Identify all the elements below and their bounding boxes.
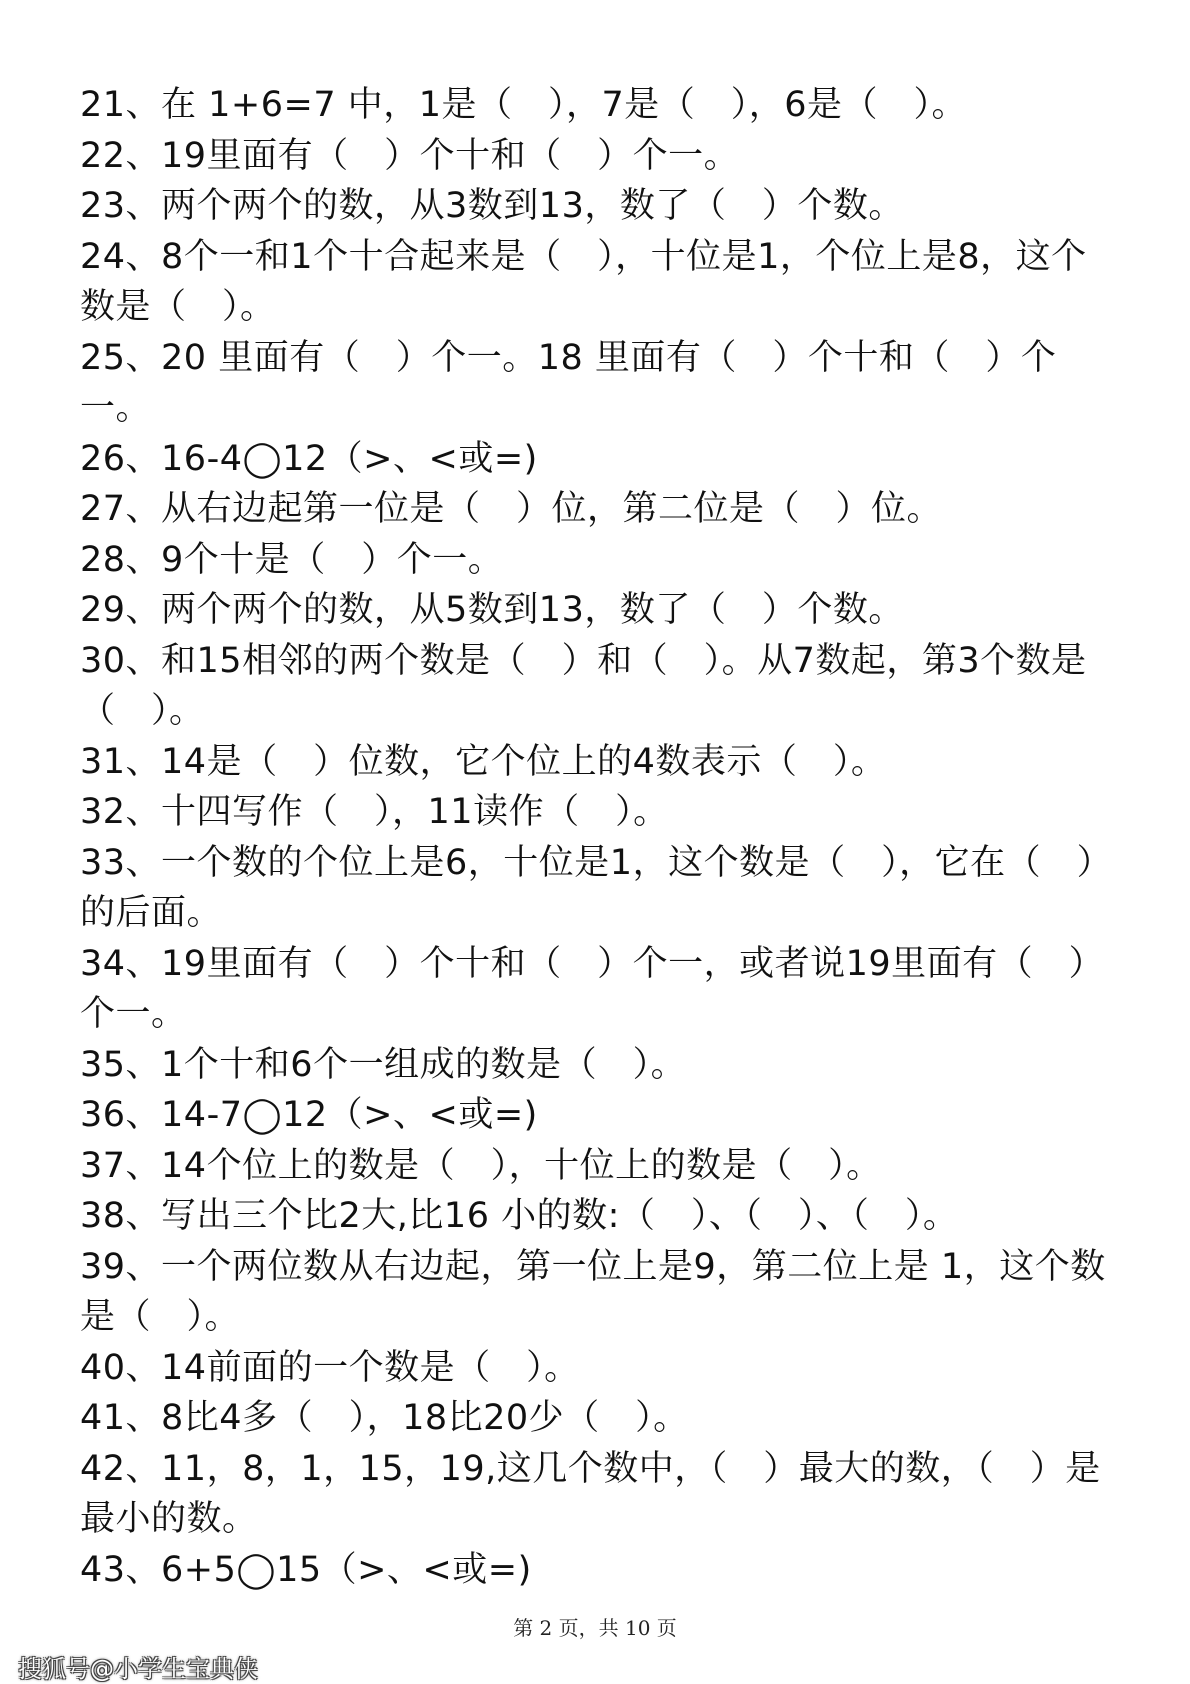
question-38: 38、写出三个比2大,比16 小的数:（ ）、（ ）、（ ）。 bbox=[80, 1196, 959, 1236]
question-23: 23、两个两个的数，从3数到13，数了（ ）个数。 bbox=[80, 186, 904, 226]
question-30: 30、和15相邻的两个数是（ ）和（ ）。从7数起，第3个数是（ ）。 bbox=[80, 640, 1087, 731]
question-36: 36、14-7◯12（>、<或=) bbox=[80, 1095, 538, 1135]
page-footer: 第 2 页，共 10 页 bbox=[513, 1616, 677, 1640]
question-43: 43、6+5◯15（>、<或=) bbox=[80, 1549, 532, 1590]
question-24: 24、8个一和1个十合起来是（ ），十位是1，个位上是8，这个数是（ ）。 bbox=[80, 236, 1087, 327]
question-32: 32、十四写作（ ），11读作（ ）。 bbox=[80, 792, 669, 832]
question-29: 29、两个两个的数，从5数到13，数了（ ）个数。 bbox=[80, 590, 904, 630]
question-35: 35、1个十和6个一组成的数是（ ）。 bbox=[80, 1044, 687, 1085]
question-27: 27、从右边起第一位是（ ）位，第二位是（ ）位。 bbox=[80, 489, 943, 529]
watermark: 搜狐号@小学生宝典侠 bbox=[18, 1655, 258, 1683]
question-22: 22、19里面有（ ）个十和（ ）个一。 bbox=[80, 135, 740, 176]
question-34: 34、19里面有（ ）个十和（ ）个一，或者说19里面有（ ）个一。 bbox=[80, 943, 1105, 1034]
question-25: 25、20 里面有（ ）个一。18 里面有（ ）个十和（ ）个一。 bbox=[80, 337, 1057, 428]
question-40: 40、14前面的一个数是（ ）。 bbox=[80, 1347, 580, 1388]
question-33: 33、一个数的个位上是6，十位是1，这个数是（ ），它在（ ）的后面。 bbox=[80, 842, 1113, 933]
question-41: 41、8比4多（ ），18比20少（ ）。 bbox=[80, 1398, 689, 1438]
question-21: 21、在 1+6=7 中，1是（ ），7是（ ），6是（ ）。 bbox=[80, 85, 968, 125]
question-37: 37、14个位上的数是（ ），十位上的数是（ ）。 bbox=[80, 1145, 882, 1186]
question-42: 42、11，8，1，15，19,这几个数中，（ ）最大的数，（ ）是最小的数。 bbox=[80, 1448, 1101, 1539]
question-39: 39、一个两位数从右边起，第一位上是9，第二位上是 1，这个数是（ ）。 bbox=[80, 1246, 1106, 1337]
question-28: 28、9个十是（ ）个一。 bbox=[80, 539, 504, 580]
question-list bbox=[80, 80, 1120, 1595]
question-31: 31、14是（ ）位数，它个位上的4数表示（ ）。 bbox=[80, 741, 887, 782]
question-26: 26、16-4◯12（>、<或=) bbox=[80, 438, 538, 479]
